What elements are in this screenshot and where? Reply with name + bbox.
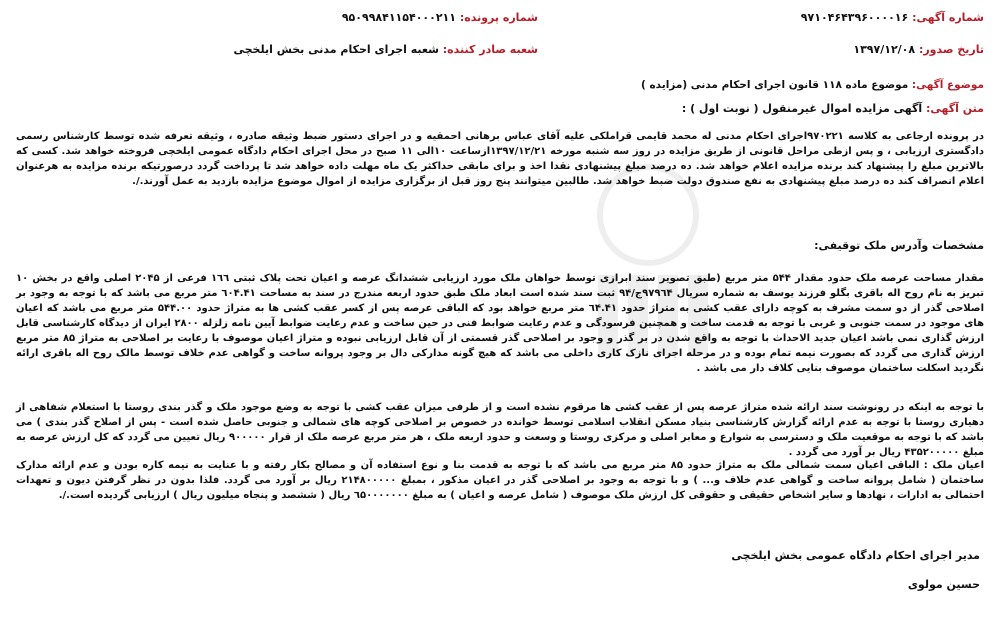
body-title-value: آگهی مزایده اموال غیرمنقول ( نوبت اول ) : [681, 102, 923, 115]
issue-date-label: تاریخ صدور: [918, 43, 984, 56]
auction-notice-page [8, 5, 988, 625]
ad-subject-label: موضوع آگهی: [911, 79, 984, 91]
ad-number [801, 11, 984, 24]
signature-name: حسین مولوی [907, 578, 980, 591]
issue-date-value: ۱۳۹۷/۱۲/۰۸ [853, 43, 916, 56]
building-valuation-paragraph: اعیان ملک : الباقی اعیان سمت شمالی ملک به متراژ حدود ۸۵ متر مربع می باشد که با توجه به قدمت بنا و نوع استفاده آن و مصالح بکار رفته و با عنایت به نیمه کاره بودن و عدم ارائه مدارک ساختمان ( شامل پروانه ساخت و گواهی عدم خلاف و... ) و با توجه به وجود بر اصلاحی گذر در اعیان مذکور ، بمبلغ ۲۱۴۸۰۰۰۰۰ ریال بر آورد می گردد. فلذا بدون در نظر گرفتن دیون و تعهدات احتمالی به ادارات ، نهادها و سایر اشخاص حقیقی و حقوقی کل ارزش ملک موصوف ( شامل عرصه و اعیان ) به مبلغ ٦۵۰۰۰۰۰۰۰ ریال ( ششصد و پنجاه میلیون ریال ) ارزیابی گردیده است./. [16, 460, 985, 501]
auction-terms-paragraph: در پرونده ارجاعی به کلاسه ۹۷۰۲۲۱اجرای احکام مدنی له محمد قایمی قراملکی علیه آقای عباس برهانی احمقیه و در اجرای دستور ضبط وثیقه صادره ، وثیقه تعرفه شده توسط کارشناس رسمی دادگستری ارزیابی ، و پس ازطی مراحل قانونی از طریق مزایده در روز سه شنبه مورخه ۱۳۹۷/۱۲/۲۱ازساعت ۱۰الی ۱۱ صبح در محل اجرای احکام دادگاه عمومی ایلخچی فروخته خواهد شد. کسی که بالاترین مبلغ را پیشنهاد کند برنده مزایده اعلام خواهد شد. ده درصد مبلغ پیشنهادی نقدا اخذ و برای مابقی حداکثر یک ماه مهلت داده خواهد شد تا پرداخت گردد درصورتیکه برنده مزایده به هرعنوان اعلام انصراف کند ده درصد مبلغ پیشنهادی به نفع صندوق دولت ضبط خواهد شد. طالبین میتوانند پنج روز قبل از برگزاری مزایده از اموال موضوع مزایده بازدید به عمل آورند./. [16, 131, 984, 187]
case-number-value: ۹۵۰۹۹۸۴۱۱۵۴۰۰۰۲۱۱ [341, 11, 456, 24]
ad-subject [641, 79, 984, 91]
case-number [342, 11, 538, 24]
property-heading: مشخصات وآدرس ملک توقیفی: [814, 239, 984, 252]
issue-date [853, 43, 984, 56]
ad-subject-value: موضوع ماده ۱۱۸ قانون اجرای احکام مدنی (مزایده ) [641, 79, 909, 91]
land-valuation-paragraph: با توجه به اینکه در رونوشت سند ارائه شده متراژ عرصه پس از عقب کشی ها مرقوم نشده است و از طرفی میزان عقب کشی با توجه به وضع موجود ملک و گذر بندی روستا با استعلام شفاهی از دهیاری روستا با توجه به عدم ارائه گزارش کارشناسی بنیاد مسکن انقلاب اسلامی توسط خوانده در خصوص بر اصلاحی کوچه های شمالی و جنوبی حاصل شده است - پس از اصلاح گذر بندی ) می باشد که با توجه به موقعیت ملک و دسترسی به شوارع و معابر اصلی و مرکزی روستا و وسعت و حدود اربعه ملک ، هر متر مربع عرصه ملک از قرار ۹۰۰۰۰۰ ریال تعیین می گردد که کل ارزش عرصه به مبلغ ۴۳۵۲۰۰۰۰۰ ریال بر آورد می گردد . [16, 402, 984, 458]
case-number-label: شماره پرونده: [459, 11, 538, 24]
ad-number-value: ۹۷۱۰۴۶۴۳۹۶۰۰۰۰۱۶ [800, 11, 909, 24]
body-title [682, 102, 984, 115]
issuer [234, 43, 539, 56]
body-title-label: متن آگهی: [926, 102, 984, 115]
signature-title: مدیر اجرای احکام دادگاه عمومی بخش ایلخچی [731, 549, 980, 562]
issuer-label: شعبه صادر کننده: [442, 43, 538, 56]
issuer-value: شعبه اجرای احکام مدنی بخش ایلخچی [233, 43, 439, 56]
property-description-paragraph: مقدار مساحت عرصه ملک حدود مقدار ۵۴۴ متر مربع (طبق تصویر سند ابرازی توسط خواهان ملک مورد ارزیابی ششدانگ عرصه و اعیان تحت پلاک ثبتی ۱٦٦ فرعی از ۲۰۴۵ اصلی واقع در بخش ۱۰ تبریز به نام روح اله باقری بگلو فرزند یوسف به شماره سریال ۹۷۹٦۴ج/۹۴ ثبت سند شده است ابعاد ملک طبق حدود اربعه مندرج در سند به مساحت ٦۰۴.۴۱ متر مربع می باشد که با توجه به وجود بر اصلاحی گذر از دو سمت مشرف به کوچه دارای عقب کشی به متراژ حدود ٦۴.۴۱ متر مربع خواهد بود که الباقی عرصه پس از کسر عقب کشی ها به متراژ حدود ۵۴۴.۰۰ متر مربع می باشد که اعیان های موجود در سمت جنوبی و غربی با توجه به قدمت ساخت و همچنین فرسودگی و عدم رعایت ضوابط فنی در حین ساخت و عدم رعایت ضوابط آیین نامه زلزله ۲۸۰۰ ایران از دیدگاه کارشناسی قابل ارزش گذاری نمی باشد اعیان جدید الاحداث با توجه به واقع شدن در بر گذر و وجود بر اصلاحی گذر قسمتی از آن قابل ارزیابی نبوده و متراژ اعیان موصوف با رعایت بر اصلاحی به متراژ ۸۵ متر مربع ارزش گذاری می گردد که بصورت نیمه تمام بوده و در مرحله اجرای نازک کاری داخلی می باشد که هیچ گونه مدارکی دال بر وجود پروانه ساخت و گواهی عدم خلاف توسط مالک روح اله باقری ارائه نگردید اسکلت ساختمان موصوف بنایی کلاف دار می باشد . [16, 273, 985, 374]
ad-number-label: شماره آگهی: [912, 11, 984, 24]
